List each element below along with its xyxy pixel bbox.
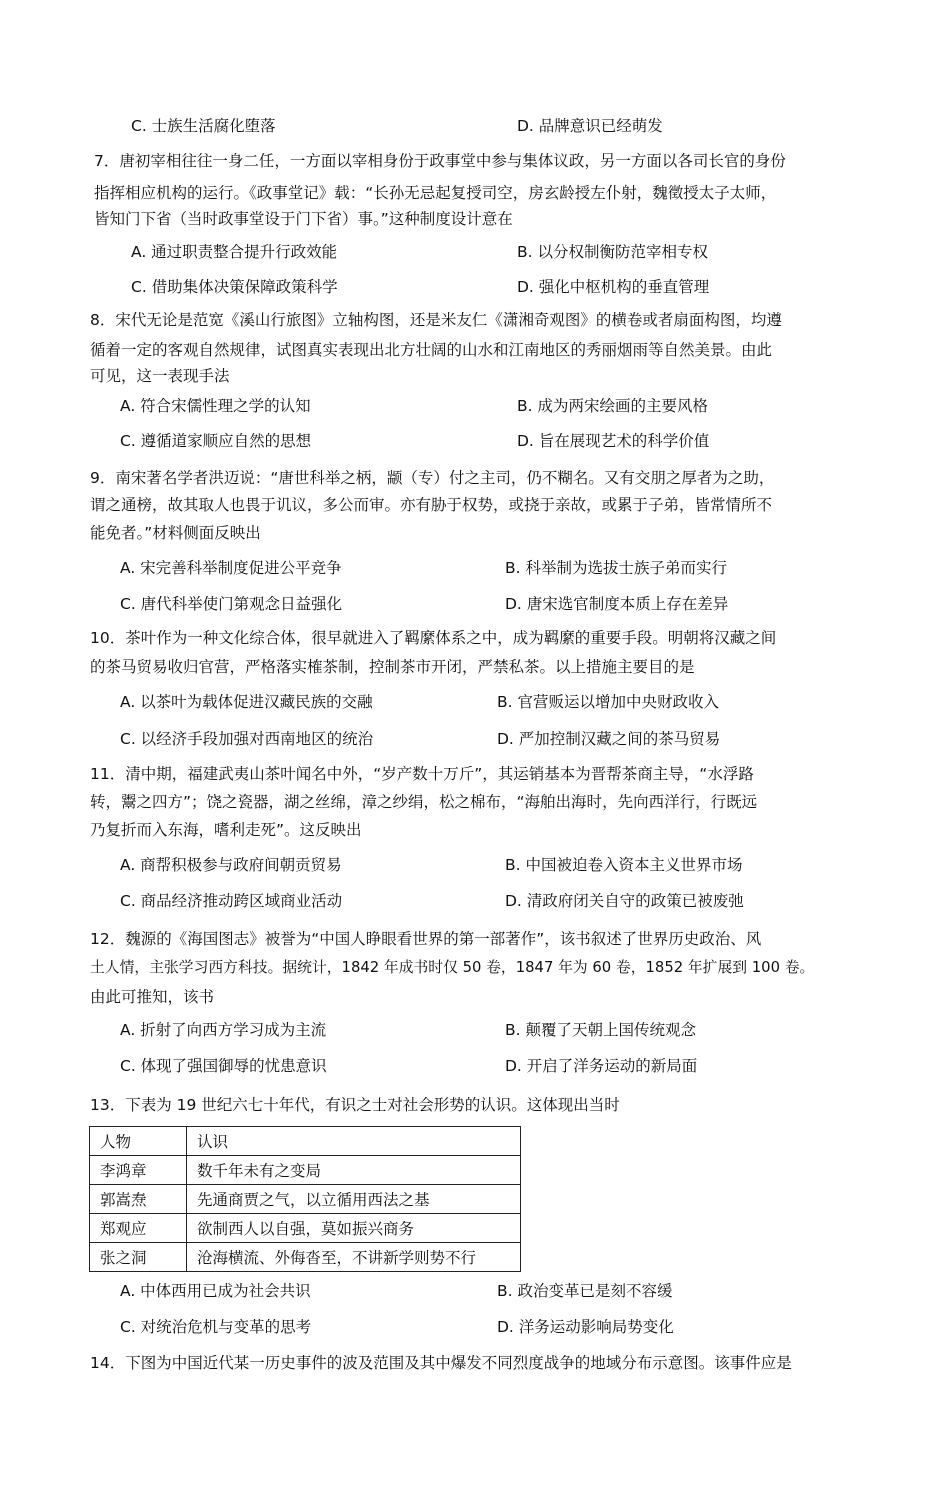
q12-option-d: D. 开启了洋务运动的新局面	[505, 1057, 698, 1075]
table-cell: 数千年未有之变局	[187, 1156, 521, 1185]
q10-stem-line-1: 10．茶叶作为一种文化综合体，很早就进入了羁縻体系之中，成为羁縻的重要手段。明朝将汉藏之间	[90, 629, 777, 647]
q10-stem-line-2: 的茶马贸易收归官营，严格落实榷茶制，控制茶市开闭，严禁私茶。以上措施主要目的是	[90, 658, 695, 676]
table-cell: 郑观应	[90, 1214, 187, 1243]
q9-option-a: A. 宋完善科举制度促进公平竞争	[120, 559, 342, 577]
q9-stem-line-1: 9．南宋著名学者洪迈说：“唐世科举之柄，颛（专）付之主司，仍不糊名。又有交朋之厚者为之助，	[90, 469, 775, 487]
q7-option-a: A. 通过职责整合提升行政效能	[131, 243, 338, 261]
q11-option-b: B. 中国被迫卷入资本主义世界市场	[505, 856, 743, 874]
q10-option-b: B. 官营贩运以增加中央财政收入	[497, 693, 719, 711]
q9-option-b: B. 科举制为选拔士族子弟而实行	[505, 559, 727, 577]
q7-stem-line-3: 皆知门下省（当时政事堂设于门下省）事。”这种制度设计意在	[94, 210, 513, 228]
q13-option-b: B. 政治变革已是刻不容缓	[497, 1282, 673, 1300]
q10-option-d: D. 严加控制汉藏之间的茶马贸易	[497, 730, 721, 748]
q12-option-c: C. 体现了强国御辱的忧患意识	[120, 1057, 327, 1075]
q8-stem-line-3: 可见，这一表现手法	[90, 367, 230, 385]
table-header-cell: 认识	[187, 1127, 521, 1156]
q11-stem-line-2: 转，鬻之四方”；饶之瓷器，湖之丝绵，漳之纱绢，松之棉布，“海舶出海时，先向西洋行，行既远	[90, 793, 758, 811]
table-cell: 张之洞	[90, 1243, 187, 1272]
q11-stem-line-1: 11．清中期，福建武夷山茶叶闻名中外，“岁产数十万斤”，其运销基本为晋帮茶商主导，“水浮路	[90, 765, 754, 783]
table-header-row	[90, 1127, 521, 1156]
table-row	[90, 1156, 521, 1185]
q11-option-a: A. 商帮积极参与政府间朝贡贸易	[120, 856, 342, 874]
q12-stem-line-1: 12．魏源的《海国图志》被誉为“中国人睁眼看世界的第一部著作”，该书叙述了世界历史政治、风	[90, 930, 762, 948]
q8-option-a: A. 符合宋儒性理之学的认知	[120, 397, 311, 415]
table-cell: 欲制西人以自强，莫如振兴商务	[187, 1214, 521, 1243]
table-cell: 李鸿章	[90, 1156, 187, 1185]
q12-stem-line-3: 由此可推知，该书	[90, 988, 215, 1006]
q7-option-d: D. 强化中枢机构的垂直管理	[517, 278, 710, 296]
q10-option-c: C. 以经济手段加强对西南地区的统治	[120, 730, 374, 748]
q8-option-b: B. 成为两宋绘画的主要风格	[517, 397, 708, 415]
q7-option-c: C. 借助集体决策保障政策科学	[131, 278, 338, 296]
q8-option-d: D. 旨在展现艺术的科学价值	[517, 432, 710, 450]
q11-stem-line-3: 乃复折而入东海，嗜利走死”。这反映出	[90, 821, 362, 839]
table-cell: 沧海横流、外侮沓至，不讲新学则势不行	[187, 1243, 521, 1272]
q12-option-b: B. 颠覆了天朝上国传统观念	[505, 1021, 696, 1039]
q13-option-a: A. 中体西用已成为社会共识	[120, 1282, 311, 1300]
q6-option-d: D. 品牌意识已经萌发	[517, 117, 663, 135]
q13-option-d: D. 洋务运动影响局势变化	[497, 1318, 674, 1336]
q12-stem-line-2: 土人情，主张学习西方科技。据统计，1842 年成书时仅 50 卷，1847 年为 60 卷，1852 年扩展到 100 卷。	[90, 959, 815, 976]
q9-stem-line-2: 谓之通榜，故其取人也畏于讥议，多公而审。亦有胁于权势，或挠于亲故，或累于子弟，皆常情所不	[90, 496, 773, 514]
q13-stem: 13．下表为 19 世纪六七十年代，有识之士对社会形势的认识。这体现出当时	[90, 1096, 620, 1114]
q11-option-c: C. 商品经济推动跨区域商业活动	[120, 892, 343, 910]
q13-option-c: C. 对统治危机与变革的思考	[120, 1318, 312, 1336]
q7-stem-line-1: 7．唐初宰相往往一身二任，一方面以宰相身份于政事堂中参与集体议政，另一方面以各司长官的身份	[94, 152, 786, 170]
table-row	[90, 1243, 521, 1272]
q11-option-d: D. 清政府闭关自守的政策已被废弛	[505, 892, 744, 910]
q13-table	[89, 1126, 521, 1272]
q9-stem-line-3: 能免者。”材料侧面反映出	[90, 524, 261, 542]
q14-stem: 14．下图为中国近代某一历史事件的波及范围及其中爆发不同烈度战争的地域分布示意图。该事件应是	[90, 1354, 792, 1372]
q6-option-c: C. 士族生活腐化堕落	[131, 117, 276, 135]
table-row	[90, 1185, 521, 1214]
q10-option-a: A. 以茶叶为载体促进汉藏民族的交融	[120, 693, 373, 711]
q7-stem-line-2: 指挥相应机构的运行。《政事堂记》载：“长孙无忌起复授司空，房玄龄授左仆射，魏徵授太子太师，	[94, 184, 777, 202]
table-row	[90, 1214, 521, 1243]
q12-option-a: A. 折射了向西方学习成为主流	[120, 1021, 327, 1039]
q8-stem-line-1: 8．宋代无论是范宽《溪山行旅图》立轴构图，还是米友仁《潇湘奇观图》的横卷或者扇面构图，均遵	[90, 311, 782, 329]
q7-option-b: B. 以分权制衡防范宰相专权	[517, 243, 708, 261]
q8-option-c: C. 遵循道家顺应自然的思想	[120, 432, 312, 450]
table-cell: 先通商贾之气，以立循用西法之基	[187, 1185, 521, 1214]
q9-option-c: C. 唐代科举使门第观念日益强化	[120, 595, 343, 613]
q9-option-d: D. 唐宋选官制度本质上存在差异	[505, 595, 729, 613]
table-cell: 郭嵩焘	[90, 1185, 187, 1214]
q8-stem-line-2: 循着一定的客观自然规律，试图真实表现出北方壮阔的山水和江南地区的秀丽烟雨等自然美景。由此	[90, 341, 773, 359]
table-header-cell: 人物	[90, 1127, 187, 1156]
